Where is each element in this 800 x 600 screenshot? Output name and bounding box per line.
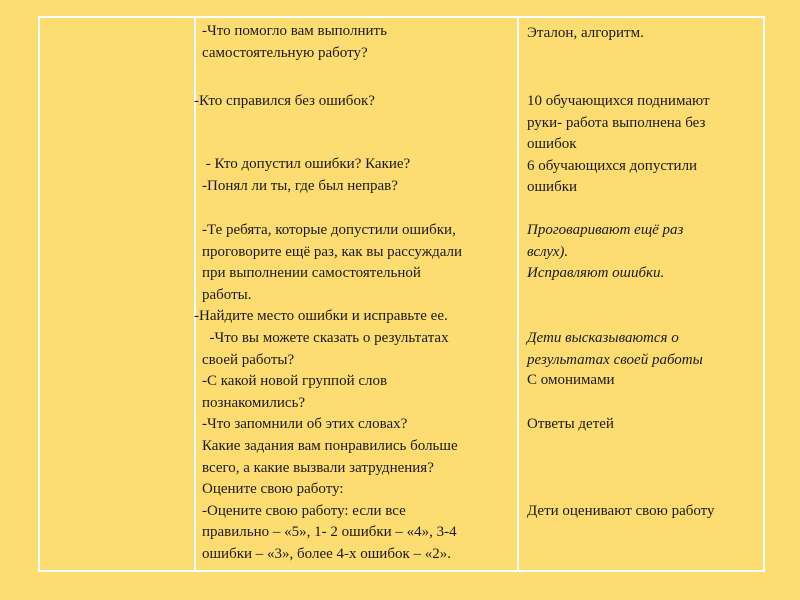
answer-repeat-aloud: Проговаривают ещё раз вслух). [527,222,684,260]
answer-homonyms: С омонимами [527,372,615,388]
answer-fix-errors: Исправляют ошибки. [527,265,665,281]
reflection-questions: -Что вы можете сказать о результатах своей работы? -С какой новой группой слов познакомились? -Что запомнили об этих словах? Какие задания вам понравились больше всего, а какие вызвали затруднения? Оцените свою работу: -Оцените свою работу: если все правильно – «5», 1- 2 ошибки – «4», 3-4 ошибки – «3», более 4-х ошибок – «2». [202,330,458,562]
question-who-no-errors: -Кто справился без ошибок? [194,93,375,109]
answer-children-replies: Ответы детей [527,416,614,432]
empty-stage-column [40,18,192,570]
answer-standard-algorithm: Эталон, алгоритм. [527,25,644,41]
instruction-repeat-reasoning: -Те ребята, которые допустили ошибки, проговорите ещё раз, как вы рассуждали при выполнении самостоятельной работы. [202,222,463,303]
question-what-helped: -Что помогло вам выполнить самостоятельную работу? [202,23,387,61]
answer-results-count: 10 обучающихся поднимают руки- работа выполнена без ошибок 6 обучающихся допустили ошибки [527,93,710,196]
instruction-find-error: -Найдите место ошибки и исправьте ее. [194,308,448,324]
answer-children-speak: Дети высказываются о результатах своей работы [527,330,703,368]
question-who-made-errors: - Кто допустил ошибки? Какие? -Понял ли ты, где был неправ? [202,156,411,194]
student-activity-column [521,18,761,570]
answer-self-assessment: Дети оценивают свою работу [527,503,715,519]
lesson-table [38,16,765,572]
column-divider-2 [517,18,519,570]
teacher-activity-column [194,18,514,570]
